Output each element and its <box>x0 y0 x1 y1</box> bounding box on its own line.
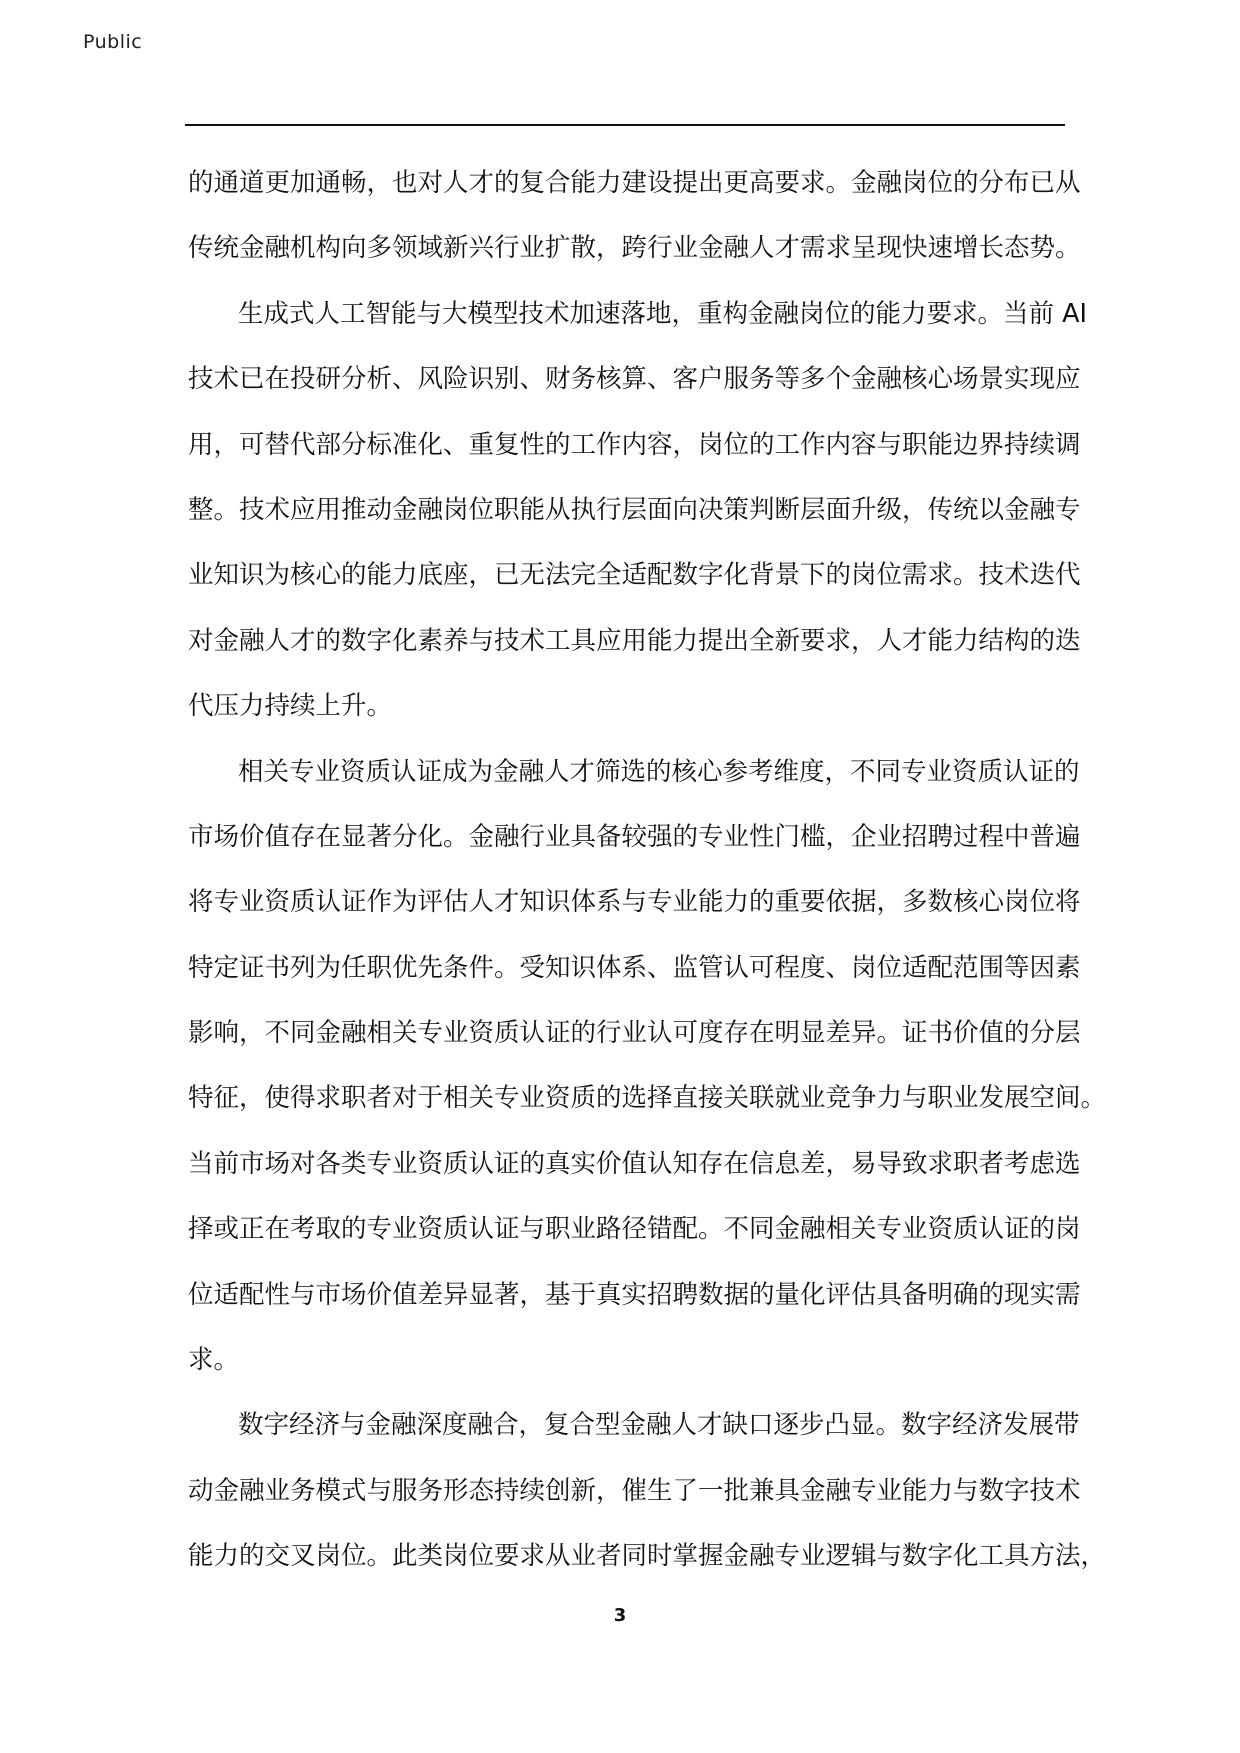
text-line: 的通道更加通畅，也对人才的复合能力建设提出更高要求。金融岗位的分布已从 <box>188 168 1081 198</box>
text-line: 位适配性与市场价值差异显著，基于真实招聘数据的量化评估具备明确的现实需 <box>188 1279 1081 1310</box>
header-rule <box>185 124 1065 126</box>
text-line: 影响，不同金融相关专业资质认证的行业认可度存在明显差异。证书价值的分层 <box>188 1018 1081 1049</box>
text-line: 市场价值存在显著分化。金融行业具备较强的专业性门槛，企业招聘过程中普遍 <box>188 821 1081 852</box>
text-line: 特征，使得求职者对于相关专业资质的选择直接关联就业竞争力与职业发展空间。 <box>188 1083 1107 1114</box>
text-line: 当前市场对各类专业资质认证的真实价值认知存在信息差，易导致求职者考虑选 <box>188 1148 1081 1179</box>
text-line: 技术已在投研分析、风险识别、财务核算、客户服务等多个金融核心场景实现应 <box>188 364 1081 395</box>
text-line: 用，可替代部分标准化、重复性的工作内容，岗位的工作内容与职能边界持续调 <box>188 429 1081 460</box>
paragraph <box>188 159 1081 290</box>
text-line: 求。 <box>188 1345 240 1376</box>
text-line: 业知识为核心的能力底座，已无法完全适配数字化背景下的岗位需求。技术迭代 <box>188 560 1081 591</box>
text-line: 特定证书列为任职优先条件。受知识体系、监管认可程度、岗位适配范围等因素 <box>188 952 1081 983</box>
text-line: 数字经济与金融深度融合，复合型金融人才缺口逐步凸显。数字经济发展带 <box>238 1410 1080 1441</box>
paragraph <box>188 748 1107 1402</box>
text-line: 整。技术应用推动金融岗位职能从执行层面向决策判断层面升级，传统以金融专 <box>188 494 1081 525</box>
text-line: 对金融人才的数字化素养与技术工具应用能力提出全新要求，人才能力结构的迭 <box>188 625 1081 656</box>
text-line: 传统金融机构向多领域新兴行业扩散，跨行业金融人才需求呈现快速增长态势。 <box>188 233 1081 264</box>
document-body <box>188 159 1107 1598</box>
classification-label: Public <box>83 31 143 53</box>
text-line: 代压力持续上升。 <box>188 691 393 722</box>
text-line: 相关专业资质认证成为金融人才筛选的核心参考维度，不同专业资质认证的 <box>238 756 1080 787</box>
page-number: 3 <box>613 1605 627 1626</box>
text-line: 生成式人工智能与大模型技术加速落地，重构金融岗位的能力要求。当前 AI <box>238 298 1088 329</box>
paragraph <box>188 290 1088 748</box>
text-line: 将专业资质认证作为评估人才知识体系与专业能力的重要依据，多数核心岗位将 <box>188 887 1081 918</box>
paragraph <box>188 1401 1107 1597</box>
text-line: 能力的交叉岗位。此类岗位要求从业者同时掌握金融专业逻辑与数字化工具方法， <box>188 1541 1107 1572</box>
text-line: 动金融业务模式与服务形态持续创新，催生了一批兼具金融专业能力与数字技术 <box>188 1475 1081 1506</box>
text-line: 择或正在考取的专业资质认证与职业路径错配。不同金融相关专业资质认证的岗 <box>188 1214 1081 1245</box>
